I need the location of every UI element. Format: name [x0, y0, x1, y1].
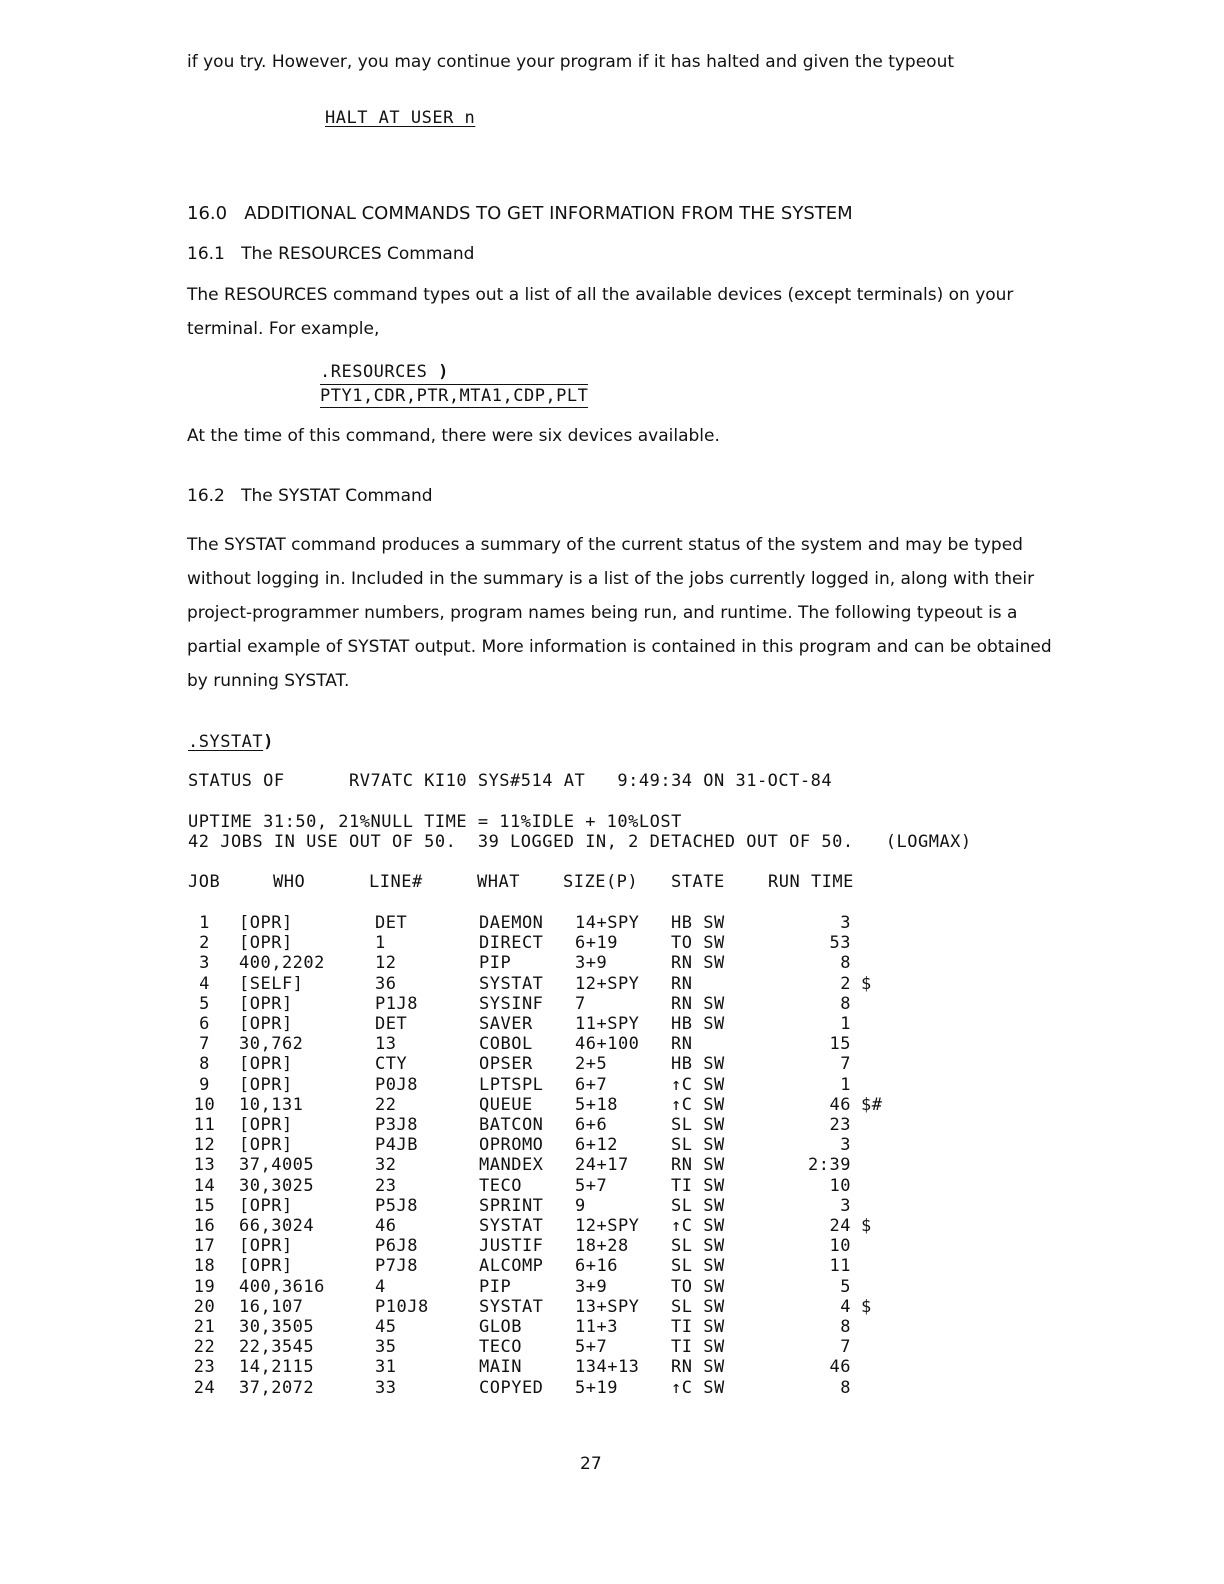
run-time: 2:39 [808, 1155, 851, 1176]
program-size: 3+9 [575, 953, 608, 974]
program-size: 18+28 [575, 1236, 629, 1257]
program-name: SPRINT [479, 1195, 544, 1216]
run-time: 46 [829, 1094, 851, 1115]
run-time: 24 [829, 1216, 851, 1237]
return-key-icon: ) [438, 362, 449, 382]
program-name: TECO [479, 1337, 522, 1358]
line-number: 1 [375, 933, 386, 954]
project-programmer: [OPR] [239, 1135, 293, 1156]
job-flag: $ [861, 1296, 872, 1317]
program-name: ALCOMP [479, 1256, 544, 1277]
line-number: CTY [375, 1054, 408, 1075]
line-number: 46 [375, 1216, 397, 1237]
job-state: SL SW [671, 1236, 725, 1257]
project-programmer: 400,2202 [239, 953, 325, 974]
job-number: 15 [193, 1195, 216, 1216]
line-number: 35 [375, 1337, 397, 1358]
program-name: MAIN [479, 1357, 522, 1378]
table-row [182, 1256, 901, 1276]
job-number: 4 [199, 973, 210, 994]
program-name: TECO [479, 1175, 522, 1196]
job-state: SL SW [671, 1115, 725, 1136]
table-row [182, 1014, 901, 1034]
line-number: P7J8 [375, 1256, 418, 1277]
job-flag: $# [861, 1094, 883, 1115]
table-row [182, 1378, 901, 1398]
job-state: SL SW [671, 1135, 725, 1156]
job-state: RN SW [671, 993, 725, 1014]
run-time: 3 [840, 913, 851, 933]
program-name: COPYED [479, 1377, 544, 1398]
line-number: P4JB [375, 1135, 418, 1156]
project-programmer: [OPR] [239, 1256, 293, 1277]
program-size: 6+16 [575, 1256, 618, 1277]
line-number: P5J8 [375, 1195, 418, 1216]
program-name: BATCON [479, 1115, 544, 1136]
table-row [182, 1115, 901, 1135]
systat-status-line: STATUS OF RV7ATC KI10 SYS#514 AT 9:49:34 ON 31-OCT-84 [188, 771, 833, 791]
line-number: 45 [375, 1317, 397, 1338]
run-time: 3 [840, 1195, 851, 1216]
subsection-heading-systat: 16.2 The SYSTAT Command [187, 486, 433, 506]
program-name: PIP [479, 953, 512, 974]
job-state: ↑C SW [671, 1216, 725, 1237]
program-size: 24+17 [575, 1155, 629, 1176]
job-state: TI SW [671, 1337, 725, 1358]
section-heading: 16.0 ADDITIONAL COMMANDS TO GET INFORMATION FROM THE SYSTEM [187, 203, 853, 224]
program-name: MANDEX [479, 1155, 544, 1176]
job-state: HB SW [671, 1054, 725, 1075]
run-time: 46 [829, 1357, 851, 1378]
project-programmer: 14,2115 [239, 1357, 315, 1378]
job-state: TO SW [671, 933, 725, 954]
job-flag [851, 1337, 901, 1357]
job-state: TI SW [671, 1317, 725, 1338]
project-programmer: [SELF] [239, 973, 304, 994]
job-state: TI SW [671, 1175, 725, 1196]
job-flag [851, 994, 901, 1014]
job-flag [851, 1014, 901, 1034]
program-size: 9 [575, 1195, 586, 1216]
jobs-table [182, 913, 901, 1398]
job-state: TO SW [671, 1276, 725, 1297]
return-key-icon: ) [263, 732, 274, 752]
job-flag [851, 953, 901, 973]
project-programmer: [OPR] [239, 1054, 293, 1075]
job-number: 1 [199, 913, 210, 933]
line-number: 12 [375, 953, 397, 974]
program-size: 46+100 [575, 1034, 640, 1055]
job-state: SL SW [671, 1296, 725, 1317]
column-header-what: WHAT [477, 872, 520, 892]
line-number: 31 [375, 1357, 397, 1378]
run-time: 8 [840, 993, 851, 1014]
job-flag [851, 1378, 901, 1398]
line-number: DET [375, 913, 408, 933]
project-programmer: [OPR] [239, 913, 293, 933]
line-number: 22 [375, 1094, 397, 1115]
table-row [182, 974, 901, 994]
program-size: 6+19 [575, 933, 618, 954]
program-size: 13+SPY [575, 1296, 640, 1317]
halt-message: HALT AT USER n [325, 108, 476, 128]
table-row [182, 1337, 901, 1357]
run-time: 4 [840, 1296, 851, 1317]
job-state: SL SW [671, 1256, 725, 1277]
program-size: 7 [575, 993, 586, 1014]
job-number: 14 [193, 1175, 216, 1196]
job-flag: $ [861, 973, 872, 994]
program-size: 6+12 [575, 1135, 618, 1156]
job-state: ↑C SW [671, 1094, 725, 1115]
project-programmer: 10,131 [239, 1094, 304, 1115]
run-time: 2 [840, 973, 851, 994]
resources-summary: At the time of this command, there were six devices available. [187, 426, 720, 446]
project-programmer: [OPR] [239, 1014, 293, 1035]
job-flag [851, 1256, 901, 1276]
program-size: 6+7 [575, 1074, 608, 1095]
run-time: 3 [840, 1135, 851, 1156]
systat-uptime-line: UPTIME 31:50, 21%NULL TIME = 11%IDLE + 10%LOST [188, 812, 682, 832]
project-programmer: [OPR] [239, 933, 293, 954]
run-time: 1 [840, 1074, 851, 1095]
table-row [182, 1317, 901, 1337]
job-number: 23 [193, 1357, 216, 1378]
program-name: DAEMON [479, 913, 544, 933]
resources-command-text: .RESOURCES [320, 362, 428, 382]
project-programmer: [OPR] [239, 1195, 293, 1216]
run-time: 8 [840, 953, 851, 974]
run-time: 1 [840, 1014, 851, 1035]
project-programmer: 16,107 [239, 1296, 304, 1317]
run-time: 7 [840, 1337, 851, 1358]
job-number: 3 [199, 953, 210, 974]
project-programmer: [OPR] [239, 993, 293, 1014]
column-header-size: SIZE(P) [563, 872, 639, 892]
program-name: LPTSPL [479, 1074, 544, 1095]
table-row [182, 913, 901, 933]
job-number: 9 [199, 1074, 210, 1095]
column-header-line: LINE# [369, 872, 423, 892]
project-programmer: 30,3025 [239, 1175, 315, 1196]
program-size: 134+13 [575, 1357, 640, 1378]
run-time: 8 [840, 1317, 851, 1338]
job-state: ↑C SW [671, 1377, 725, 1398]
line-number: P1J8 [375, 993, 418, 1014]
program-name: PIP [479, 1276, 512, 1297]
job-number: 22 [193, 1337, 216, 1358]
program-name: SYSTAT [479, 1216, 544, 1237]
job-flag [851, 1135, 901, 1155]
program-size: 2+5 [575, 1054, 608, 1075]
job-flag [851, 1155, 901, 1175]
project-programmer: 66,3024 [239, 1216, 315, 1237]
project-programmer: 30,762 [239, 1034, 304, 1055]
table-row [182, 1357, 901, 1377]
run-time: 23 [829, 1115, 851, 1136]
page-number: 27 [580, 1454, 602, 1474]
job-number: 19 [193, 1276, 216, 1297]
job-number: 2 [199, 933, 210, 954]
table-row [182, 1297, 901, 1317]
project-programmer: 22,3545 [239, 1337, 315, 1358]
job-number: 21 [193, 1317, 216, 1338]
program-size: 5+18 [575, 1094, 618, 1115]
run-time: 8 [840, 1377, 851, 1398]
job-state: HB SW [671, 913, 725, 933]
job-number: 6 [199, 1014, 210, 1035]
job-state: HB SW [671, 1014, 725, 1035]
project-programmer: 400,3616 [239, 1276, 325, 1297]
line-number: 13 [375, 1034, 397, 1055]
table-row [182, 1054, 901, 1074]
job-number: 13 [193, 1155, 216, 1176]
job-number: 20 [193, 1296, 216, 1317]
table-row [182, 1236, 901, 1256]
program-name: SYSINF [479, 993, 544, 1014]
job-number: 10 [193, 1094, 216, 1115]
program-size: 5+7 [575, 1337, 608, 1358]
line-number: 32 [375, 1155, 397, 1176]
resources-command [320, 362, 449, 382]
program-name: GLOB [479, 1317, 522, 1338]
program-name: SAVER [479, 1014, 533, 1035]
program-size: 5+7 [575, 1175, 608, 1196]
run-time: 11 [829, 1256, 851, 1277]
column-header-runtime: RUN TIME [768, 872, 854, 892]
column-header-who: WHO [273, 872, 306, 892]
line-number: 36 [375, 973, 397, 994]
job-state: ↑C SW [671, 1074, 725, 1095]
job-flag [851, 1236, 901, 1256]
job-number: 12 [193, 1135, 216, 1156]
program-name: SYSTAT [479, 973, 544, 994]
program-size: 12+SPY [575, 1216, 640, 1237]
program-name: OPROMO [479, 1135, 544, 1156]
job-number: 18 [193, 1256, 216, 1277]
table-row [182, 1095, 901, 1115]
project-programmer: [OPR] [239, 1236, 293, 1257]
project-programmer: 37,2072 [239, 1377, 315, 1398]
program-size: 14+SPY [575, 913, 640, 933]
line-number: 23 [375, 1175, 397, 1196]
run-time: 53 [829, 933, 851, 954]
job-flag [851, 1034, 901, 1054]
subsection-heading-resources: 16.1 The RESOURCES Command [187, 244, 475, 264]
job-number: 5 [199, 993, 210, 1014]
program-name: COBOL [479, 1034, 533, 1055]
line-number: P3J8 [375, 1115, 418, 1136]
job-flag [851, 1075, 901, 1095]
job-flag: $ [861, 1216, 872, 1237]
job-state: SL SW [671, 1195, 725, 1216]
line-number: P6J8 [375, 1236, 418, 1257]
line-number: P10J8 [375, 1296, 429, 1317]
run-time: 10 [829, 1236, 851, 1257]
job-state: RN SW [671, 1155, 725, 1176]
program-size: 6+6 [575, 1115, 608, 1136]
column-header-job: JOB [188, 872, 221, 892]
table-row [182, 1075, 901, 1095]
job-number: 11 [193, 1115, 216, 1136]
table-row [182, 1034, 901, 1054]
job-flag [851, 1317, 901, 1337]
job-flag [851, 1115, 901, 1135]
table-row [182, 1277, 901, 1297]
run-time: 15 [829, 1034, 851, 1055]
line-number: 4 [375, 1276, 386, 1297]
systat-command-text: .SYSTAT [188, 732, 264, 752]
table-row [182, 1196, 901, 1216]
table-row [182, 994, 901, 1014]
line-number: DET [375, 1014, 408, 1035]
project-programmer: [OPR] [239, 1115, 293, 1136]
systat-command [188, 732, 274, 752]
program-size: 11+SPY [575, 1014, 640, 1035]
job-state: RN [671, 973, 693, 994]
job-number: 7 [199, 1034, 210, 1055]
table-row [182, 1155, 901, 1175]
job-flag [851, 1277, 901, 1297]
resources-output: PTY1,CDR,PTR,MTA1,CDP,PLT [320, 386, 589, 406]
table-row [182, 933, 901, 953]
column-header-state: STATE [671, 872, 725, 892]
program-size: 11+3 [575, 1317, 618, 1338]
job-flag [851, 1176, 901, 1196]
job-state: RN SW [671, 1357, 725, 1378]
table-row [182, 953, 901, 973]
program-size: 12+SPY [575, 973, 640, 994]
program-name: OPSER [479, 1054, 533, 1075]
job-number: 16 [193, 1216, 216, 1237]
job-number: 24 [193, 1377, 216, 1398]
table-row [182, 1216, 901, 1236]
job-flag [851, 1357, 901, 1377]
intro-line: if you try. However, you may continue your program if it has halted and given the typeout [187, 52, 955, 72]
run-time: 7 [840, 1054, 851, 1075]
systat-jobs-line: 42 JOBS IN USE OUT OF 50. 39 LOGGED IN, 2 DETACHED OUT OF 50. (LOGMAX) [188, 832, 972, 852]
table-row [182, 1135, 901, 1155]
program-name: QUEUE [479, 1094, 533, 1115]
run-time: 10 [829, 1175, 851, 1196]
project-programmer: 30,3505 [239, 1317, 315, 1338]
program-size: 3+9 [575, 1276, 608, 1297]
job-state: RN SW [671, 953, 725, 974]
resources-paragraph: The RESOURCES command types out a list of all the available devices (except terminals) on your terminal. For example, [187, 285, 1014, 339]
program-name: DIRECT [479, 933, 544, 954]
job-flag [851, 1196, 901, 1216]
line-number: 33 [375, 1377, 397, 1398]
program-name: SYSTAT [479, 1296, 544, 1317]
run-time: 5 [840, 1276, 851, 1297]
table-row [182, 1176, 901, 1196]
job-state: RN [671, 1034, 693, 1055]
job-number: 17 [193, 1236, 216, 1257]
program-name: JUSTIF [479, 1236, 544, 1257]
job-flag [851, 1054, 901, 1074]
job-flag [851, 913, 901, 933]
project-programmer: [OPR] [239, 1074, 293, 1095]
job-flag [851, 933, 901, 953]
job-number: 8 [199, 1054, 210, 1075]
program-size: 5+19 [575, 1377, 618, 1398]
project-programmer: 37,4005 [239, 1155, 315, 1176]
systat-paragraph: The SYSTAT command produces a summary of the current status of the system and may be typed without logging in. Included in the summary is a list of the jobs currently logged in, along with their project-programmer numbers, program names being run, and runtime. The following typeout is a partial example of SYSTAT output. More information is contained in this program and can be obtained by running SYSTAT. [187, 535, 1052, 691]
line-number: P0J8 [375, 1074, 418, 1095]
